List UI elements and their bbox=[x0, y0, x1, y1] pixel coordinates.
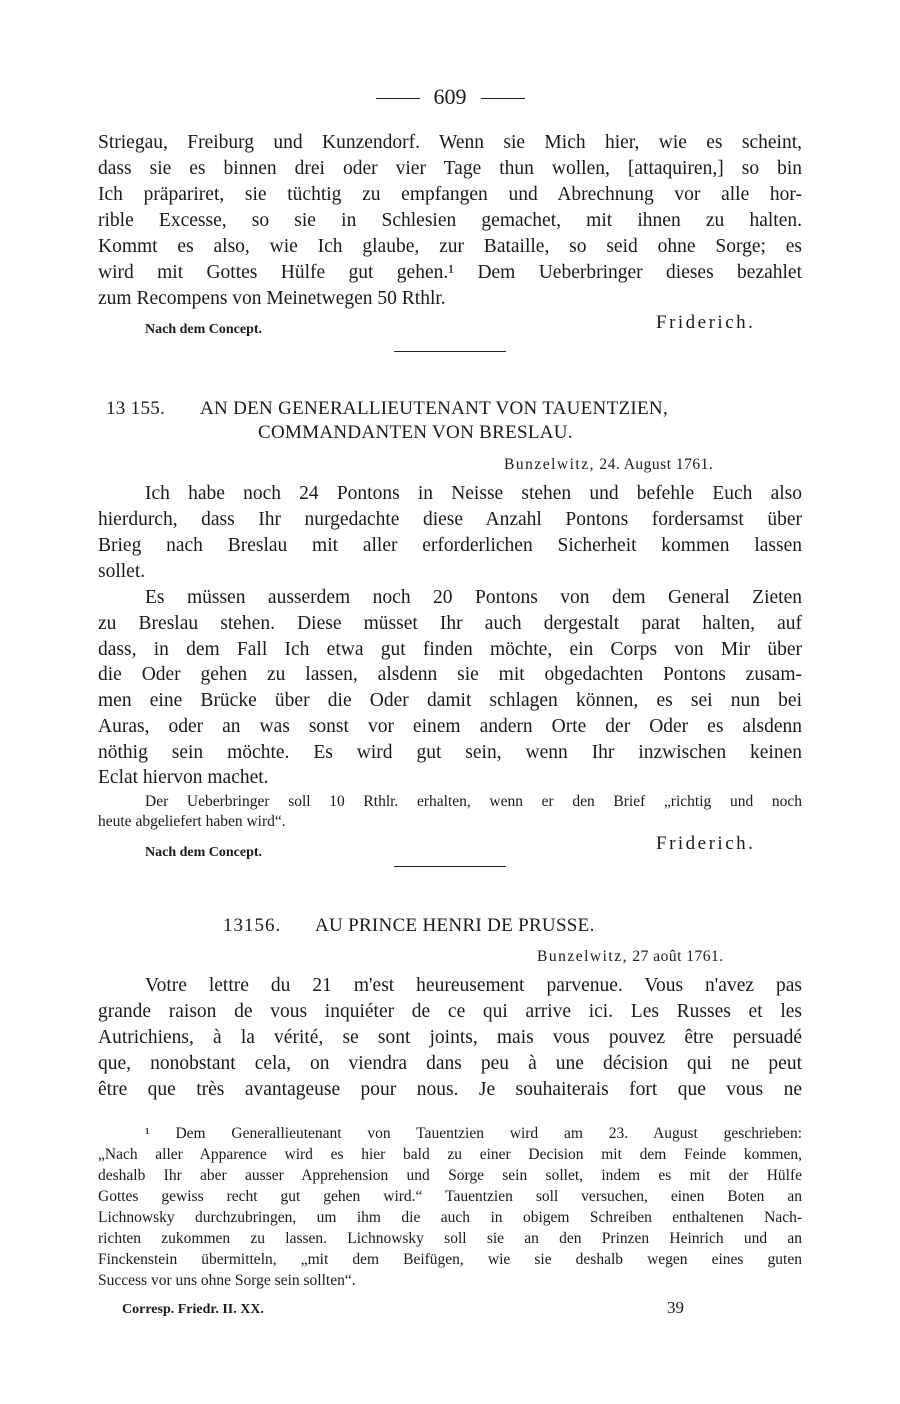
text-line: dass, in dem Fall Ich etwa gut finden möchte, ein Corps von Mir über bbox=[98, 639, 802, 660]
header-dash-right bbox=[481, 98, 525, 99]
text-line: Eclat hiervon machet. bbox=[98, 767, 269, 788]
date: 24. August 1761. bbox=[599, 456, 714, 473]
text-line: dass sie es binnen drei oder vier Tage thun wollen, [attaquiren,] so bin bbox=[98, 158, 802, 179]
footnote-line: Success vor uns ohne Sorge sein sollten“. bbox=[98, 1272, 356, 1289]
footnote-line: „Nach aller Apparence wird es hier bald zu einer Decision mit dem Feinde kommen, bbox=[98, 1146, 802, 1163]
section-divider bbox=[394, 866, 506, 867]
text-line: Auras, oder an was sonst vor einem andern Orte der Oder es alsdenn bbox=[98, 716, 802, 737]
section-divider bbox=[394, 351, 506, 352]
letter-title-continued: COMMANDANTEN VON BRESLAU. bbox=[258, 422, 573, 443]
text-line: Es müssen ausserdem noch 20 Pontons von dem General Zieten bbox=[145, 587, 802, 608]
page-number: 609 bbox=[433, 84, 467, 109]
place: Bunzelwitz, bbox=[504, 456, 595, 473]
source-note: Nach dem Concept. bbox=[145, 845, 263, 860]
text-line: Kommt es also, wie Ich glaube, zur Bataille, so seid ohne Sorge; es bbox=[98, 236, 802, 257]
dateline bbox=[537, 945, 724, 969]
text-line: sollet. bbox=[98, 561, 146, 582]
text-line: hierdurch, dass Ihr nurgedachte diese Anzahl Pontons fordersamst über bbox=[98, 509, 802, 530]
text-line: Ich habe noch 24 Pontons in Neisse stehen und befehle Euch also bbox=[145, 483, 802, 504]
text-line: Ich präpariret, sie tüchtig zu empfangen und Abrechnung vor alle hor- bbox=[98, 184, 802, 205]
letter-title: AN DEN GENERALLIEUTENANT VON TAUENTZIEN, bbox=[200, 398, 668, 419]
text-line: wird mit Gottes Hülfe gut gehen.¹ Dem Ueberbringer dieses bezahlet bbox=[98, 262, 802, 283]
postscript-line: heute abgeliefert haben wird“. bbox=[98, 813, 286, 830]
signature: Friderich. bbox=[656, 312, 756, 333]
signature-mark: Corresp. Friedr. II. XX. bbox=[122, 1302, 264, 1317]
text-line: men eine Brücke über die Oder damit schlagen können, es sei nun bei bbox=[98, 690, 802, 711]
letter-title: AU PRINCE HENRI DE PRUSSE. bbox=[315, 915, 595, 936]
footnote-line: ¹ Dem Generallieutenant von Tauentzien wird am 23. August geschrieben: bbox=[145, 1125, 802, 1142]
source-note: Nach dem Concept. bbox=[145, 322, 263, 337]
text-line: nöthig sein möchte. Es wird gut sein, wenn Ihr inzwischen keinen bbox=[98, 742, 802, 763]
text-line: Brieg nach Breslau mit aller erforderlichen Sicherheit kommen lassen bbox=[98, 535, 802, 556]
sheet-number: 39 bbox=[667, 1298, 684, 1317]
text-line: zu Breslau stehen. Diese müsset Ihr auch dergestalt parat halten, auf bbox=[98, 613, 802, 634]
letter-number: 13156. bbox=[223, 915, 282, 936]
text-line: rible Excesse, so sie in Schlesien gemachet, mit ihnen zu halten. bbox=[98, 210, 802, 231]
text-line: die Oder gehen zu lassen, alsdenn sie mit obgedachten Pontons zusam- bbox=[98, 664, 802, 685]
letter-number: 13 155. bbox=[106, 398, 166, 419]
footnote-line: deshalb Ihr aber ausser Apprehension und Sorge sein sollet, indem es mit der Hülfe bbox=[98, 1167, 802, 1184]
footnote-line: Lichnowsky durchzubringen, um ihm die auch in obigem Schreiben enthaltenen Nach- bbox=[98, 1209, 802, 1226]
header-dash-left bbox=[376, 98, 420, 99]
footnote-line: richten zukommen zu lassen. Lichnowsky soll sie an den Prinzen Heinrich und an bbox=[98, 1230, 802, 1247]
signature: Friderich. bbox=[656, 833, 756, 854]
footnote-line: Finckenstein übermitteln, „mit dem Beifügen, wie sie deshalb wegen eines guten bbox=[98, 1251, 802, 1268]
text-line: grande raison de vous inquiéter de ce qui arrive ici. Les Russes et les bbox=[98, 1001, 802, 1022]
dateline bbox=[504, 453, 713, 477]
text-line: Votre lettre du 21 m'est heureusement parvenue. Vous n'avez pas bbox=[145, 975, 802, 996]
page-header bbox=[0, 84, 900, 110]
text-line: être que très avantageuse pour nous. Je souhaiterais fort que vous ne bbox=[98, 1079, 802, 1100]
text-line: zum Recompens von Meinetwegen 50 Rthlr. bbox=[98, 288, 446, 309]
place: Bunzelwitz, bbox=[537, 948, 628, 965]
postscript-line: Der Ueberbringer soll 10 Rthlr. erhalten, wenn er den Brief „richtig und noch bbox=[145, 793, 802, 810]
date: 27 août 1761. bbox=[632, 948, 724, 965]
text-line: Autrichiens, à la vérité, se sont joints, mais vous pouvez être persuadé bbox=[98, 1027, 802, 1048]
text-line: que, nonobstant cela, on viendra dans peu à une décision qui ne peut bbox=[98, 1053, 802, 1074]
footnote-line: Gottes gewiss recht gut gehen wird.“ Tauentzien soll versuchen, einen Boten an bbox=[98, 1188, 802, 1205]
text-line: Striegau, Freiburg und Kunzendorf. Wenn sie Mich hier, wie es scheint, bbox=[98, 132, 802, 153]
